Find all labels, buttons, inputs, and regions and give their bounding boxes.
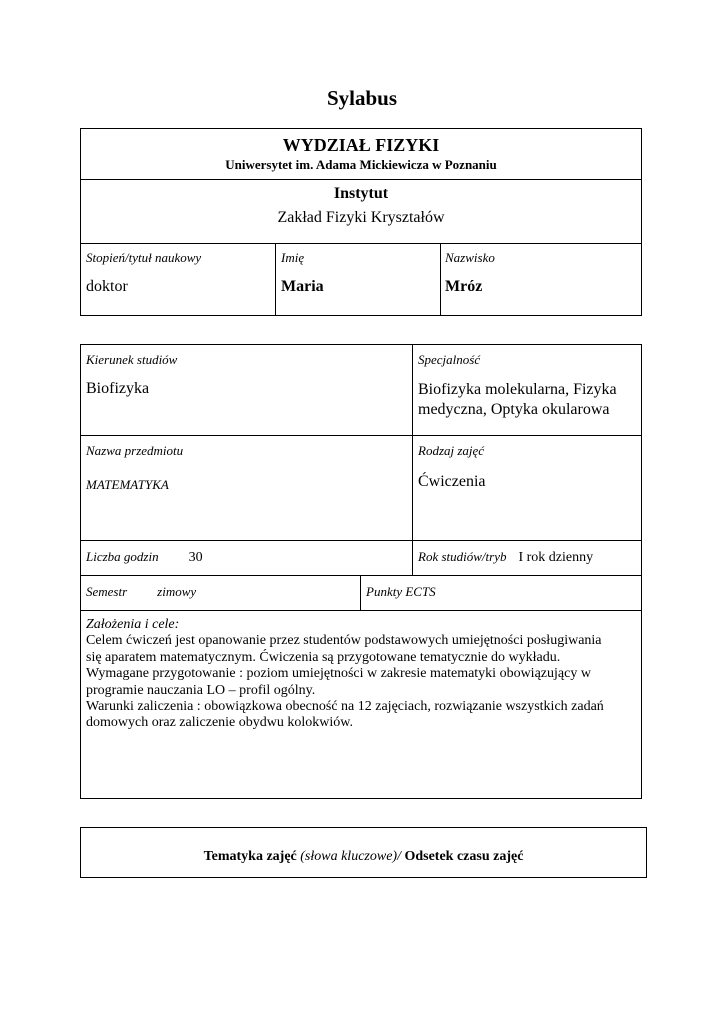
ects-cell <box>366 583 636 601</box>
goals-line: się aparatem matematycznym. Ćwiczenia są przygotowane tematycznie do wykładu. <box>86 649 561 665</box>
ects-label: Punkty ECTS <box>366 584 436 599</box>
goals-line: domowych oraz zaliczenie obydwu kolokwiów. <box>86 715 353 731</box>
last-name-label: Nazwisko <box>445 250 495 265</box>
semester-label: Semestr <box>86 584 128 599</box>
course-table <box>80 344 642 799</box>
degree-cell <box>86 250 271 296</box>
subject-label: Nazwa przedmiotu <box>86 443 184 458</box>
divider <box>81 610 641 611</box>
divider <box>81 540 641 541</box>
semester-cell <box>86 583 356 601</box>
goals-line: programie nauczania LO – profil ogólny. <box>86 682 316 698</box>
goals-line: Celem ćwiczeń jest opanowanie przez studentów podstawowych umiejętności posługiwania <box>86 633 602 649</box>
subject-value: MATEMATYKA <box>86 477 169 492</box>
faculty-cell <box>81 135 641 173</box>
topics-keywords: (słowa kluczowe)/ <box>300 849 401 864</box>
field-label: Kierunek studiów <box>86 352 178 367</box>
divider <box>81 575 641 576</box>
hours-value: 30 <box>188 550 203 565</box>
specialty-label: Specjalność <box>418 352 481 367</box>
institute-value: Zakład Fizyki Kryształów <box>277 209 445 226</box>
class-type-value: Ćwiczenia <box>418 473 486 490</box>
header-table <box>80 128 642 316</box>
year-label: Rok studiów/tryb <box>418 549 507 564</box>
goals-label: Założenia i cele: <box>86 617 180 632</box>
institute-cell <box>81 185 641 227</box>
document-title: Sylabus <box>326 86 398 110</box>
goals-line: Warunki zaliczenia : obowiązkowa obecność na 12 zajęciach, rozwiązanie wszystkich zadań <box>86 699 604 715</box>
divider <box>412 345 413 576</box>
field-cell <box>86 352 406 398</box>
last-name-cell <box>445 250 635 296</box>
specialty-cell <box>418 352 640 420</box>
field-value: Biofizyka <box>86 380 150 397</box>
divider <box>81 243 641 244</box>
subject-cell <box>86 443 406 493</box>
degree-value: doktor <box>86 278 128 295</box>
class-type-cell <box>418 443 640 491</box>
goals-cell <box>86 617 636 732</box>
degree-label: Stopień/tytuł naukowy <box>86 250 202 265</box>
specialty-value: Biofizyka molekularna, Fizyka medyczna, Optyka okularowa <box>418 381 617 418</box>
divider <box>275 243 276 315</box>
first-name-label: Imię <box>281 250 305 265</box>
last-name-value: Mróz <box>445 278 483 295</box>
topics-title: Tematyka zajęć <box>203 849 297 864</box>
divider <box>81 179 641 180</box>
institute-label: Instytut <box>333 185 389 202</box>
semester-value: zimowy <box>157 584 197 599</box>
topics-time-share: Odsetek czasu zajęć <box>404 849 524 864</box>
university-name: Uniwersytet im. Adama Mickiewicza w Poznaniu <box>225 157 497 172</box>
hours-cell <box>86 548 406 566</box>
hours-label: Liczba godzin <box>86 549 159 564</box>
year-cell <box>418 548 640 566</box>
year-value: I rok dzienny <box>518 550 594 565</box>
divider <box>360 575 361 611</box>
first-name-value: Maria <box>281 278 324 295</box>
divider <box>440 243 441 315</box>
topics-header <box>81 849 646 865</box>
goals-line: Wymagane przygotowanie : poziom umiejętności w zakresie matematyki obowiązujący w <box>86 666 591 682</box>
topics-table <box>80 827 647 878</box>
class-type-label: Rodzaj zajęć <box>418 443 485 458</box>
divider <box>81 435 641 436</box>
first-name-cell <box>281 250 436 296</box>
faculty-name: WYDZIAŁ FIZYKI <box>282 135 440 155</box>
